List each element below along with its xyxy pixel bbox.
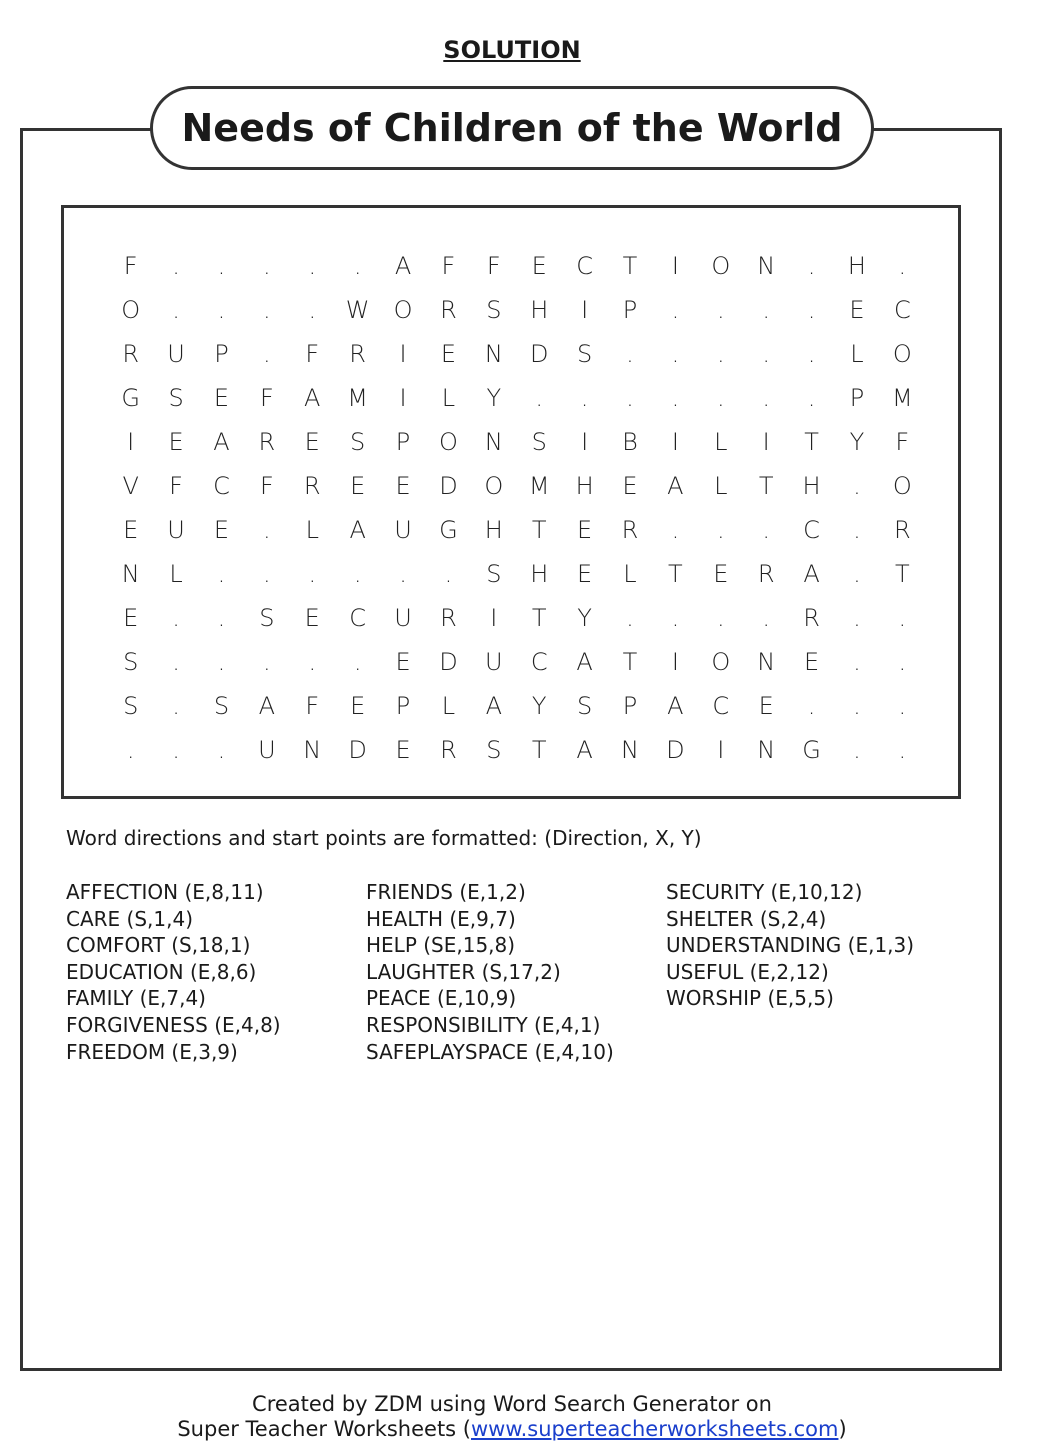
- grid-cell: .: [716, 384, 725, 412]
- grid-cell: .: [671, 340, 680, 368]
- grid-row: [108, 508, 925, 552]
- grid-cell: .: [263, 252, 271, 280]
- grid-cell: .: [853, 516, 861, 544]
- grid-cell: .: [626, 340, 634, 368]
- grid-cell: .: [172, 296, 180, 324]
- grid-cell: Y: [486, 384, 502, 412]
- grid-cell: U: [167, 516, 185, 544]
- grid-cell: L: [623, 560, 637, 588]
- word-list-item: WORSHIP (E,5,5): [666, 986, 834, 1011]
- grid-cell: .: [853, 472, 861, 500]
- word-list-item: EDUCATION (E,8,6): [66, 959, 257, 984]
- grid-cell: .: [217, 560, 226, 588]
- grid-cell: S: [486, 560, 502, 588]
- grid-cell: U: [394, 516, 412, 544]
- grid-cell: .: [172, 252, 180, 280]
- grid-cell: .: [716, 604, 725, 632]
- grid-cell: S: [213, 692, 230, 720]
- grid-cell: S: [168, 384, 184, 412]
- grid-row: [108, 420, 925, 464]
- word-list-item: SAFEPLAYSPACE (E,4,10): [366, 1039, 614, 1064]
- word-list-item: COMFORT (S,18,1): [66, 933, 251, 958]
- word-list-item: USEFUL (E,2,12): [666, 959, 829, 984]
- grid-cell: .: [762, 296, 770, 324]
- grid-cell: H: [484, 516, 503, 544]
- grid-cell: A: [258, 692, 276, 720]
- word-list-item: LAUGHTER (S,17,2): [366, 959, 561, 984]
- grid-cell: T: [622, 648, 638, 676]
- grid-cell: E: [213, 516, 230, 544]
- word-list-column-2: [366, 879, 614, 1065]
- grid-cell: R: [440, 296, 457, 324]
- worksheet-title: Needs of Children of the World: [150, 86, 874, 170]
- grid-cell: E: [395, 472, 411, 500]
- grid-cell: A: [485, 692, 503, 720]
- grid-cell: I: [399, 384, 407, 412]
- grid-cell: R: [122, 340, 140, 368]
- grid-cell: .: [626, 384, 634, 412]
- grid-cell: A: [576, 736, 593, 764]
- grid-cell: F: [123, 252, 138, 280]
- grid-cell: L: [850, 340, 864, 368]
- grid-cell: A: [304, 384, 321, 412]
- grid-cell: O: [393, 296, 413, 324]
- grid-cell: R: [303, 472, 321, 500]
- solution-label: SOLUTION: [443, 36, 581, 64]
- grid-row: [108, 596, 925, 640]
- grid-cell: L: [169, 560, 183, 588]
- grid-cell: .: [853, 560, 861, 588]
- grid-cell: B: [622, 428, 638, 456]
- grid-cell: R: [803, 604, 820, 632]
- grid-cell: N: [121, 560, 140, 588]
- grid-cell: .: [263, 340, 271, 368]
- grid-cell: .: [172, 692, 180, 720]
- grid-cell: A: [803, 560, 820, 588]
- grid-cell: H: [530, 560, 549, 588]
- grid-cell: .: [217, 648, 226, 676]
- grid-cell: O: [711, 252, 731, 280]
- word-list-item: FRIENDS (E,1,2): [366, 880, 526, 904]
- footer-credit: [0, 1392, 1024, 1442]
- grid-cell: N: [757, 736, 776, 764]
- grid-cell: .: [217, 604, 226, 632]
- grid-cell: .: [671, 384, 680, 412]
- grid-cell: N: [621, 736, 639, 764]
- grid-cell: F: [259, 384, 274, 412]
- grid-cell: .: [353, 560, 362, 588]
- grid-cell: .: [807, 252, 816, 280]
- grid-cell: E: [849, 296, 865, 324]
- grid-cell: F: [305, 692, 320, 720]
- grid-cell: E: [123, 516, 139, 544]
- grid-cell: E: [622, 472, 638, 500]
- grid-cell: .: [353, 648, 362, 676]
- grid-cell: Y: [577, 604, 592, 632]
- grid-cell: E: [395, 648, 411, 676]
- word-list-column-1: [66, 879, 281, 1065]
- grid-cell: R: [893, 516, 911, 544]
- grid-cell: E: [350, 692, 366, 720]
- grid-cell: .: [399, 560, 407, 588]
- grid-cell: M: [891, 384, 913, 412]
- grid-cell: M: [347, 384, 368, 412]
- grid-cell: T: [531, 516, 547, 544]
- grid-cell: O: [892, 472, 912, 500]
- grid-cell: I: [671, 428, 679, 456]
- grid-cell: G: [439, 516, 458, 544]
- grid-cell: .: [762, 384, 770, 412]
- grid-cell: C: [803, 516, 820, 544]
- grid-row: [108, 464, 925, 508]
- grid-cell: N: [757, 252, 776, 280]
- grid-cell: F: [486, 252, 501, 280]
- grid-cell: I: [671, 252, 679, 280]
- grid-cell: N: [303, 736, 322, 764]
- grid-cell: P: [622, 692, 638, 720]
- grid-cell: .: [853, 692, 861, 720]
- grid-cell: I: [717, 736, 725, 764]
- word-list-item: UNDERSTANDING (E,1,3): [666, 933, 915, 958]
- grid-cell: E: [123, 604, 139, 632]
- grid-cell: E: [577, 560, 593, 588]
- grid-cell: R: [349, 340, 366, 368]
- grid-cell: .: [217, 296, 226, 324]
- grid-cell: D: [666, 736, 685, 764]
- grid-cell: H: [847, 252, 866, 280]
- grid-row: [108, 244, 925, 288]
- grid-cell: .: [807, 692, 816, 720]
- grid-cell: D: [348, 736, 367, 764]
- grid-cell: R: [621, 516, 639, 544]
- grid-cell: Y: [849, 428, 865, 456]
- grid-cell: A: [349, 516, 366, 544]
- word-list-item: RESPONSIBILITY (E,4,1): [366, 1012, 601, 1037]
- grid-cell: N: [757, 648, 776, 676]
- grid-cell: .: [807, 384, 816, 412]
- grid-cell: .: [807, 296, 816, 324]
- grid-cell: F: [169, 472, 183, 500]
- grid-cell: .: [263, 648, 271, 676]
- grid-cell: S: [486, 296, 502, 324]
- footer-line-2: [0, 1417, 1024, 1442]
- word-list-item: HEALTH (E,9,7): [366, 906, 516, 931]
- grid-cell: F: [259, 472, 274, 500]
- grid-cell: .: [898, 252, 907, 280]
- grid-cell: R: [440, 604, 457, 632]
- grid-cell: T: [895, 560, 910, 588]
- grid-cell: S: [576, 692, 593, 720]
- grid-cell: A: [576, 648, 593, 676]
- grid-cell: P: [395, 692, 411, 720]
- grid-cell: O: [484, 472, 504, 500]
- grid-cell: .: [807, 340, 816, 368]
- grid-cell: I: [399, 340, 407, 368]
- grid-cell: C: [349, 604, 367, 632]
- grid-cell: F: [441, 252, 456, 280]
- grid-cell: D: [529, 340, 549, 368]
- grid-cell: N: [484, 428, 503, 456]
- grid-cell: .: [716, 340, 725, 368]
- grid-cell: F: [895, 428, 910, 456]
- grid-cell: H: [530, 296, 549, 324]
- grid-cell: A: [667, 472, 684, 500]
- grid-row: [108, 684, 925, 728]
- grid-cell: O: [438, 428, 458, 456]
- word-list-item: FREEDOM (E,3,9): [66, 1039, 238, 1064]
- grid-cell: O: [711, 648, 731, 676]
- grid-cell: S: [123, 692, 139, 720]
- grid-cell: V: [122, 472, 139, 500]
- grid-cell: U: [167, 340, 185, 368]
- grid-cell: E: [531, 252, 547, 280]
- grid-row: [108, 332, 925, 376]
- grid-cell: E: [213, 384, 230, 412]
- grid-cell: T: [622, 252, 638, 280]
- grid-cell: .: [217, 736, 226, 764]
- grid-cell: E: [168, 428, 184, 456]
- grid-cell: N: [484, 340, 503, 368]
- grid-cell: H: [575, 472, 594, 500]
- grid-cell: G: [121, 384, 140, 412]
- grid-cell: A: [213, 428, 230, 456]
- grid-cell: .: [626, 604, 634, 632]
- grid-cell: C: [213, 472, 230, 500]
- grid-cell: M: [528, 472, 550, 500]
- footer-line-1: Created by ZDM using Word Search Generator on: [252, 1392, 772, 1416]
- grid-cell: S: [531, 428, 547, 456]
- grid-cell: .: [898, 692, 907, 720]
- grid-cell: C: [576, 252, 593, 280]
- grid-cell: .: [762, 604, 770, 632]
- grid-cell: E: [713, 560, 729, 588]
- grid-cell: S: [123, 648, 139, 676]
- grid-cell: .: [898, 648, 907, 676]
- grid-cell: E: [577, 516, 593, 544]
- grid-cell: I: [581, 428, 589, 456]
- word-list-item: FAMILY (E,7,4): [66, 986, 206, 1011]
- grid-cell: .: [353, 252, 362, 280]
- grid-cell: T: [668, 560, 683, 588]
- grid-cell: R: [258, 428, 276, 456]
- word-list-item: AFFECTION (E,8,11): [66, 880, 264, 904]
- footer-line-2-prefix: Super Teacher Worksheets (: [177, 1417, 471, 1441]
- grid-cell: .: [535, 384, 544, 412]
- grid-cell: O: [892, 340, 912, 368]
- grid-cell: E: [803, 648, 820, 676]
- grid-cell: .: [671, 516, 680, 544]
- grid-cell: G: [802, 736, 821, 764]
- word-list-item: FORGIVENESS (E,4,8): [66, 1012, 281, 1037]
- grid-cell: I: [490, 604, 498, 632]
- grid-cell: R: [757, 560, 775, 588]
- grid-cell: C: [530, 648, 548, 676]
- grid-cell: .: [671, 296, 680, 324]
- grid-cell: E: [395, 736, 411, 764]
- grid-cell: .: [762, 516, 770, 544]
- grid-cell: A: [667, 692, 684, 720]
- grid-cell: .: [853, 736, 861, 764]
- grid-row: [108, 728, 925, 772]
- grid-cell: S: [576, 340, 593, 368]
- grid-cell: F: [305, 340, 320, 368]
- grid-cell: U: [258, 736, 276, 764]
- grid-cell: .: [308, 252, 317, 280]
- grid-cell: T: [531, 736, 547, 764]
- grid-cell: D: [439, 648, 458, 676]
- word-list-item: SECURITY (E,10,12): [666, 880, 863, 904]
- grid-cell: .: [308, 560, 317, 588]
- grid-cell: P: [622, 296, 638, 324]
- word-list-item: HELP (SE,15,8): [366, 933, 516, 958]
- grid-cell: .: [853, 648, 861, 676]
- grid-row: [108, 376, 925, 420]
- grid-cell: T: [758, 472, 774, 500]
- grid-row: [108, 640, 925, 684]
- grid-row: [108, 288, 925, 332]
- grid-cell: E: [304, 604, 320, 632]
- grid-cell: .: [716, 296, 725, 324]
- grid-cell: C: [712, 692, 730, 720]
- grid-cell: .: [716, 516, 725, 544]
- puzzle-grid: [108, 244, 925, 772]
- word-list-item: PEACE (E,10,9): [366, 986, 517, 1011]
- grid-cell: .: [762, 340, 770, 368]
- grid-cell: Y: [531, 692, 547, 720]
- word-list-column-3: [666, 879, 914, 1012]
- grid-cell: E: [350, 472, 366, 500]
- grid-cell: .: [308, 296, 317, 324]
- grid-cell: U: [485, 648, 503, 676]
- grid-cell: S: [259, 604, 275, 632]
- grid-cell: E: [304, 428, 320, 456]
- grid-cell: .: [217, 252, 226, 280]
- grid-cell: T: [531, 604, 547, 632]
- grid-cell: .: [671, 604, 680, 632]
- word-list-item: SHELTER (S,2,4): [666, 906, 827, 931]
- footer-link[interactable]: www.superteacherworksheets.com: [471, 1417, 839, 1441]
- grid-cell: A: [394, 252, 412, 280]
- grid-cell: .: [898, 736, 907, 764]
- grid-cell: .: [444, 560, 453, 588]
- grid-cell: .: [126, 736, 135, 764]
- grid-cell: D: [439, 472, 458, 500]
- grid-cell: H: [802, 472, 821, 500]
- grid-cell: S: [486, 736, 502, 764]
- grid-cell: C: [893, 296, 911, 324]
- grid-cell: .: [580, 384, 589, 412]
- grid-cell: P: [395, 428, 411, 456]
- grid-cell: L: [441, 384, 456, 412]
- grid-cell: E: [440, 340, 457, 368]
- grid-cell: L: [441, 692, 456, 720]
- directions-note: Word directions and start points are formatted: (Direction, X, Y): [66, 826, 702, 850]
- grid-cell: .: [263, 516, 271, 544]
- grid-cell: .: [263, 560, 271, 588]
- grid-cell: I: [127, 428, 135, 456]
- grid-cell: P: [849, 384, 865, 412]
- grid-cell: .: [172, 648, 180, 676]
- grid-cell: .: [263, 296, 271, 324]
- grid-cell: .: [172, 604, 180, 632]
- grid-cell: .: [853, 604, 861, 632]
- grid-cell: I: [671, 648, 679, 676]
- grid-cell: .: [308, 648, 317, 676]
- grid-cell: U: [394, 604, 412, 632]
- grid-cell: S: [350, 428, 366, 456]
- grid-cell: E: [758, 692, 774, 720]
- grid-cell: L: [305, 516, 319, 544]
- grid-cell: O: [121, 296, 141, 324]
- grid-cell: .: [172, 736, 180, 764]
- grid-cell: I: [762, 428, 770, 456]
- grid-cell: L: [714, 428, 728, 456]
- grid-cell: W: [345, 296, 370, 324]
- grid-cell: R: [440, 736, 457, 764]
- grid-row: [108, 552, 925, 596]
- grid-cell: P: [214, 340, 229, 368]
- grid-cell: L: [714, 472, 728, 500]
- footer-line-2-suffix: ): [838, 1417, 847, 1441]
- word-list-item: CARE (S,1,4): [66, 906, 194, 931]
- grid-cell: I: [581, 296, 589, 324]
- grid-cell: T: [804, 428, 819, 456]
- grid-cell: .: [898, 604, 907, 632]
